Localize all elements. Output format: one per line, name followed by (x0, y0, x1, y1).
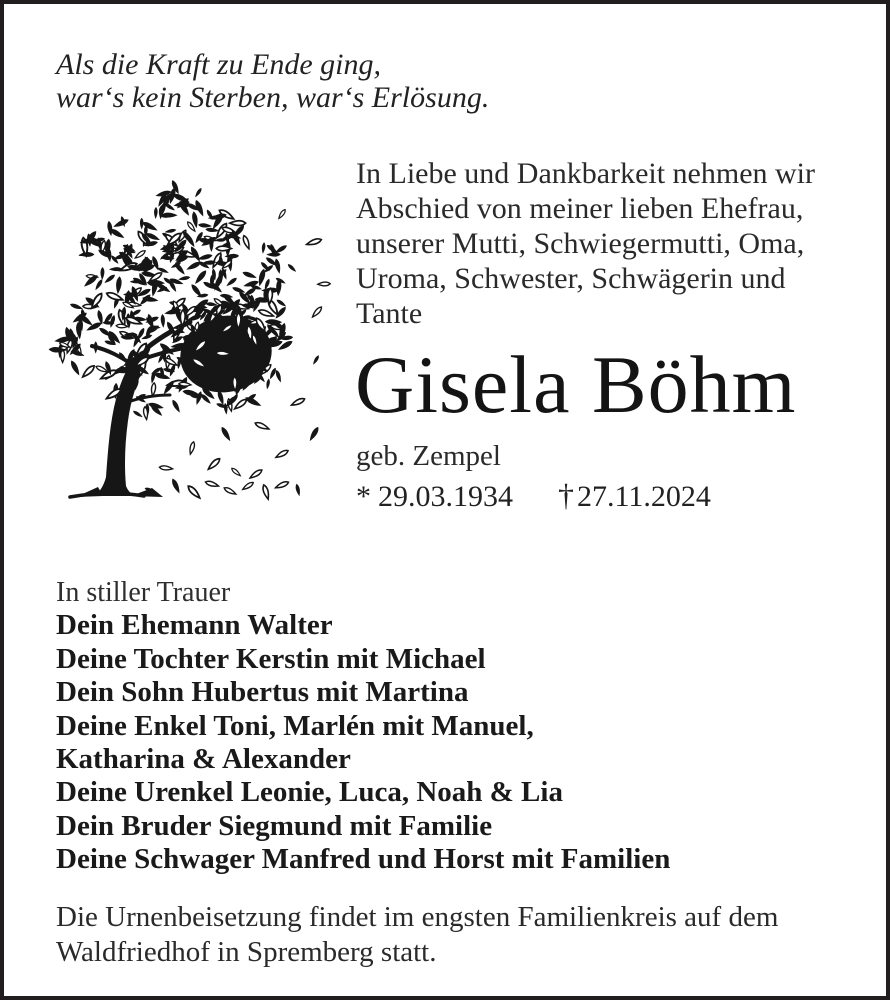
leaf-icon (275, 480, 290, 489)
intro-line: Uroma, Schwester, Schwägerin und (356, 262, 786, 295)
quote-line: war‘s kein Sterben, war‘s Erlösung. (56, 81, 490, 114)
leaf-icon (134, 249, 146, 259)
death-date: 27.11.2024 (577, 480, 711, 513)
leaf-icon (81, 364, 96, 378)
leaf-icon (254, 421, 269, 431)
leaf-icon (318, 282, 331, 286)
leaf-icon (69, 359, 82, 376)
leaf-icon (308, 426, 321, 443)
funeral-notice-line: Die Urnenbeisetzung findet im engsten Familienkreis auf dem (56, 901, 779, 933)
leaf-icon (160, 314, 165, 328)
leaf-icon (223, 486, 236, 496)
mourner-line: Katharina & Alexander (56, 743, 351, 776)
leaf-icon (312, 354, 321, 365)
leaf-icon (140, 218, 144, 230)
mourner-line: Dein Bruder Siegmund mit Familie (56, 809, 493, 842)
mourners-list (56, 576, 670, 877)
leaf-icon (205, 227, 219, 233)
windblown-tree-illustration (30, 154, 354, 518)
intro-line: unserer Mutti, Schwiegermutti, Oma, (356, 227, 805, 260)
mourner-line: Deine Schwager Manfred und Horst mit Familien (56, 843, 671, 876)
leaf-icon (262, 484, 271, 499)
death-cross-icon: † (558, 477, 574, 513)
leaf-icon (242, 235, 251, 250)
leaf-icon (187, 484, 202, 499)
leaf-icon (276, 298, 288, 308)
leaf-icon (100, 267, 104, 280)
leaf-icon (261, 242, 266, 254)
death-date-group (558, 477, 711, 514)
leaf-icon (154, 207, 158, 219)
leaf-icon (178, 275, 191, 281)
leaf-icon (205, 480, 219, 488)
leaf-icon (159, 465, 173, 471)
leaf-icon (231, 467, 242, 477)
leaf-icon (171, 399, 182, 414)
mourner-line: Deine Enkel Toni, Marlén mit Manuel, (56, 709, 534, 742)
leaf-icon (116, 324, 128, 328)
leaf-icon (198, 223, 212, 228)
intro-line: Abschied von meiner lieben Ehefrau, (356, 192, 804, 225)
quote-line: Als die Kraft zu Ende ging, (56, 48, 381, 81)
life-dates (356, 477, 711, 514)
leaf-icon (94, 341, 98, 353)
mourner-line: Dein Sohn Hubertus mit Martina (56, 676, 469, 709)
leaf-icon (164, 228, 177, 234)
intro-paragraph (356, 156, 876, 331)
leaf-icon (290, 397, 305, 407)
mourner-line: Deine Tochter Kerstin mit Michael (56, 642, 486, 675)
leaf-icon (236, 313, 241, 329)
leaf-icon (162, 379, 176, 396)
tree-branch (128, 395, 170, 402)
leaf-icon (79, 252, 95, 257)
mourner-line: Deine Urenkel Leonie, Luca, Noah & Lia (56, 776, 563, 809)
leaf-icon (242, 270, 258, 280)
leaf-icon (170, 477, 181, 494)
leaf-icon (216, 246, 231, 251)
intro-line: Tante (356, 297, 423, 330)
leaf-icon (106, 220, 113, 236)
leaf-icon (224, 254, 239, 259)
leaf-icon (249, 468, 263, 479)
maiden-name: geb. Zempel (356, 440, 501, 472)
leaf-icon (275, 449, 289, 459)
birth-date-group (356, 480, 513, 514)
leaf-icon (225, 276, 238, 287)
leaf-icon (115, 276, 122, 295)
leaf-icon (207, 457, 221, 471)
leaf-icon (278, 209, 287, 220)
leaf-icon (287, 263, 298, 273)
leaf-icon (230, 221, 246, 226)
leaf-icon (242, 481, 255, 491)
leaf-icon (311, 306, 323, 319)
leaf-icon (141, 220, 159, 233)
leaf-icon (151, 383, 157, 397)
mourners-heading: In stiller Trauer (56, 577, 231, 608)
leaf-icon (103, 273, 116, 284)
funeral-notice-line: Waldfriedhof in Spremberg statt. (56, 936, 437, 968)
leaf-icon (220, 426, 233, 443)
leaf-icon (306, 237, 322, 246)
funeral-notice (56, 900, 778, 970)
leaf-icon (189, 441, 196, 454)
deceased-name: Gisela Böhm (355, 339, 797, 430)
leaf-icon (275, 369, 283, 383)
leaf-icon (132, 409, 144, 418)
leaf-icon (295, 483, 302, 496)
leaf-icon (194, 187, 203, 198)
leaf-icon (274, 258, 282, 274)
leaf-icon (231, 286, 246, 295)
memorial-quote (56, 48, 489, 114)
intro-line: In Liebe und Dankbarkeit nehmen wir (356, 157, 816, 190)
mourner-line: Dein Ehemann Walter (56, 609, 333, 642)
leaf-icon (265, 378, 270, 389)
birth-star-icon: * (356, 480, 371, 513)
birth-date: 29.03.1934 (378, 480, 513, 513)
